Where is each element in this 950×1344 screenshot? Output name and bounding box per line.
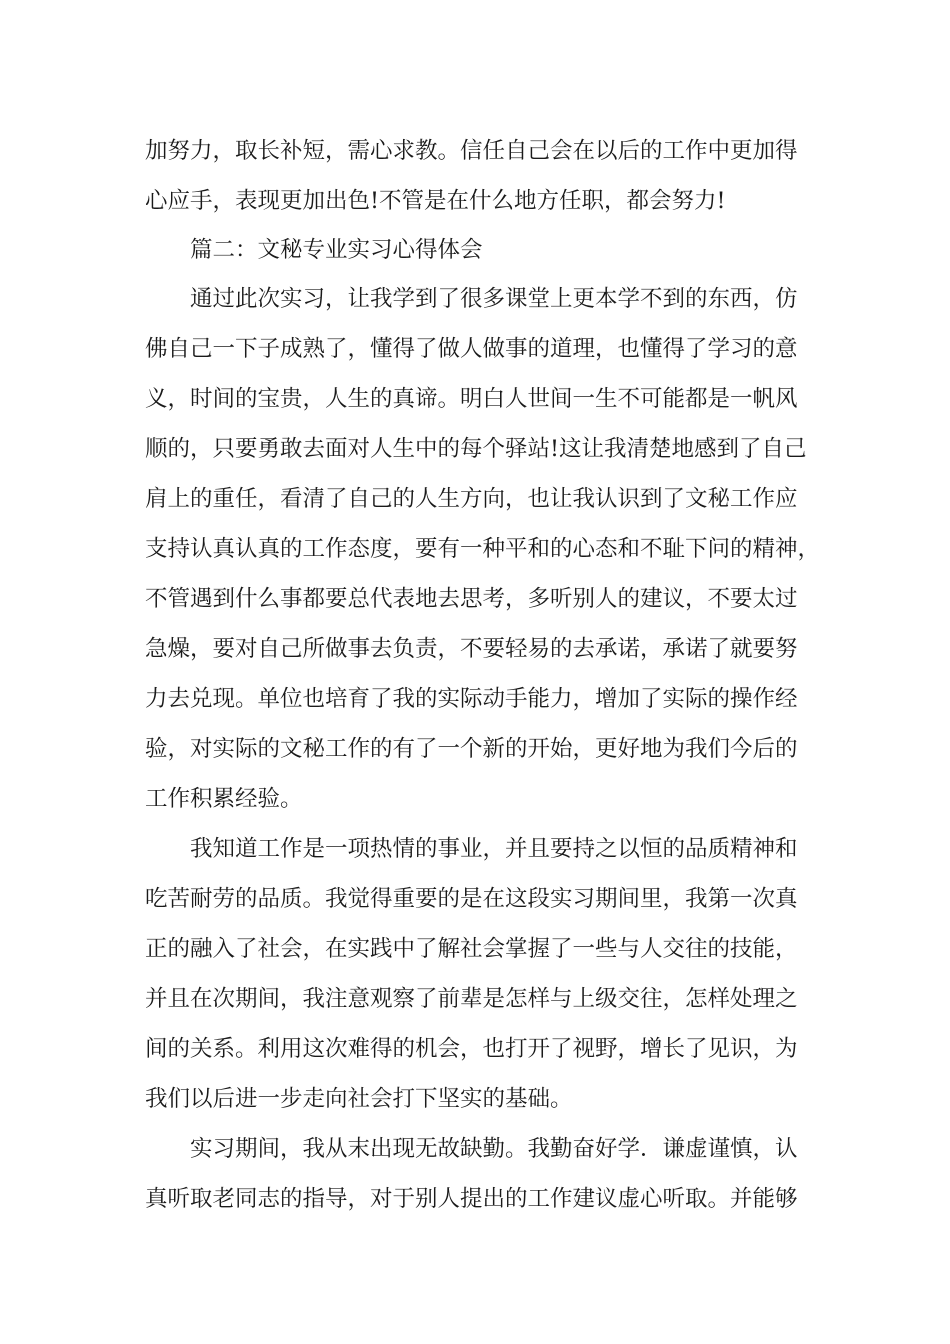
text-line: 我们以后进一步走向社会打下坚实的基础。 (145, 1086, 573, 1112)
text-line: 支持认真认真的工作态度，要有一种平和的心态和不耻下问的精神， (145, 536, 821, 562)
text-line: 加努力，取长补短，需心求教。信任自己会在以后的工作中更加得 (145, 138, 798, 164)
text-line: 验，对实际的文秘工作的有了一个新的开始，更好地为我们今后的 (145, 736, 798, 762)
section-heading: 篇二：文秘专业实习心得体会 (190, 237, 483, 263)
text-line: 心应手，表现更加出色!不管是在什么地方任职，都会努力! (145, 188, 726, 214)
text-line: 肩上的重任，看清了自己的人生方向，也让我认识到了文秘工作应 (145, 486, 798, 512)
text-line: 顺的，只要勇敢去面对人生中的每个驿站!这让我清楚地感到了自己 (145, 436, 807, 462)
text-line: 正的融入了社会，在实践中了解社会掌握了一些与人交往的技能， (145, 936, 798, 962)
text-line: 力去兑现。单位也培育了我的实际动手能力，增加了实际的操作经 (145, 686, 798, 712)
text-line: 实习期间，我从末出现无故缺勤。我勤奋好学．谦虚谨慎，认 (190, 1136, 798, 1162)
text-line: 真听取老同志的指导，对于别人提出的工作建议虚心听取。并能够 (145, 1186, 798, 1212)
text-line: 工作积累经验。 (145, 786, 303, 812)
text-line: 急燥，要对自己所做事去负责，不要轻易的去承诺，承诺了就要努 (145, 636, 798, 662)
text-line: 间的关系。利用这次难得的机会，也打开了视野，增长了见识，为 (145, 1036, 798, 1062)
text-line: 吃苦耐劳的品质。我觉得重要的是在这段实习期间里，我第一次真 (145, 886, 798, 912)
text-line: 并且在次期间，我注意观察了前辈是怎样与上级交往，怎样处理之 (145, 986, 798, 1012)
text-line: 不管遇到什么事都要总代表地去思考，多听别人的建议，不要太过 (145, 586, 798, 612)
text-line: 佛自己一下子成熟了，懂得了做人做事的道理，也懂得了学习的意 (145, 336, 798, 362)
text-line: 我知道工作是一项热情的事业，并且要持之以恒的品质精神和 (190, 836, 798, 862)
text-line: 通过此次实习，让我学到了很多课堂上更本学不到的东西，仿 (190, 286, 798, 312)
text-line: 义，时间的宝贵，人生的真谛。明白人世间一生不可能都是一帆风 (145, 386, 798, 412)
